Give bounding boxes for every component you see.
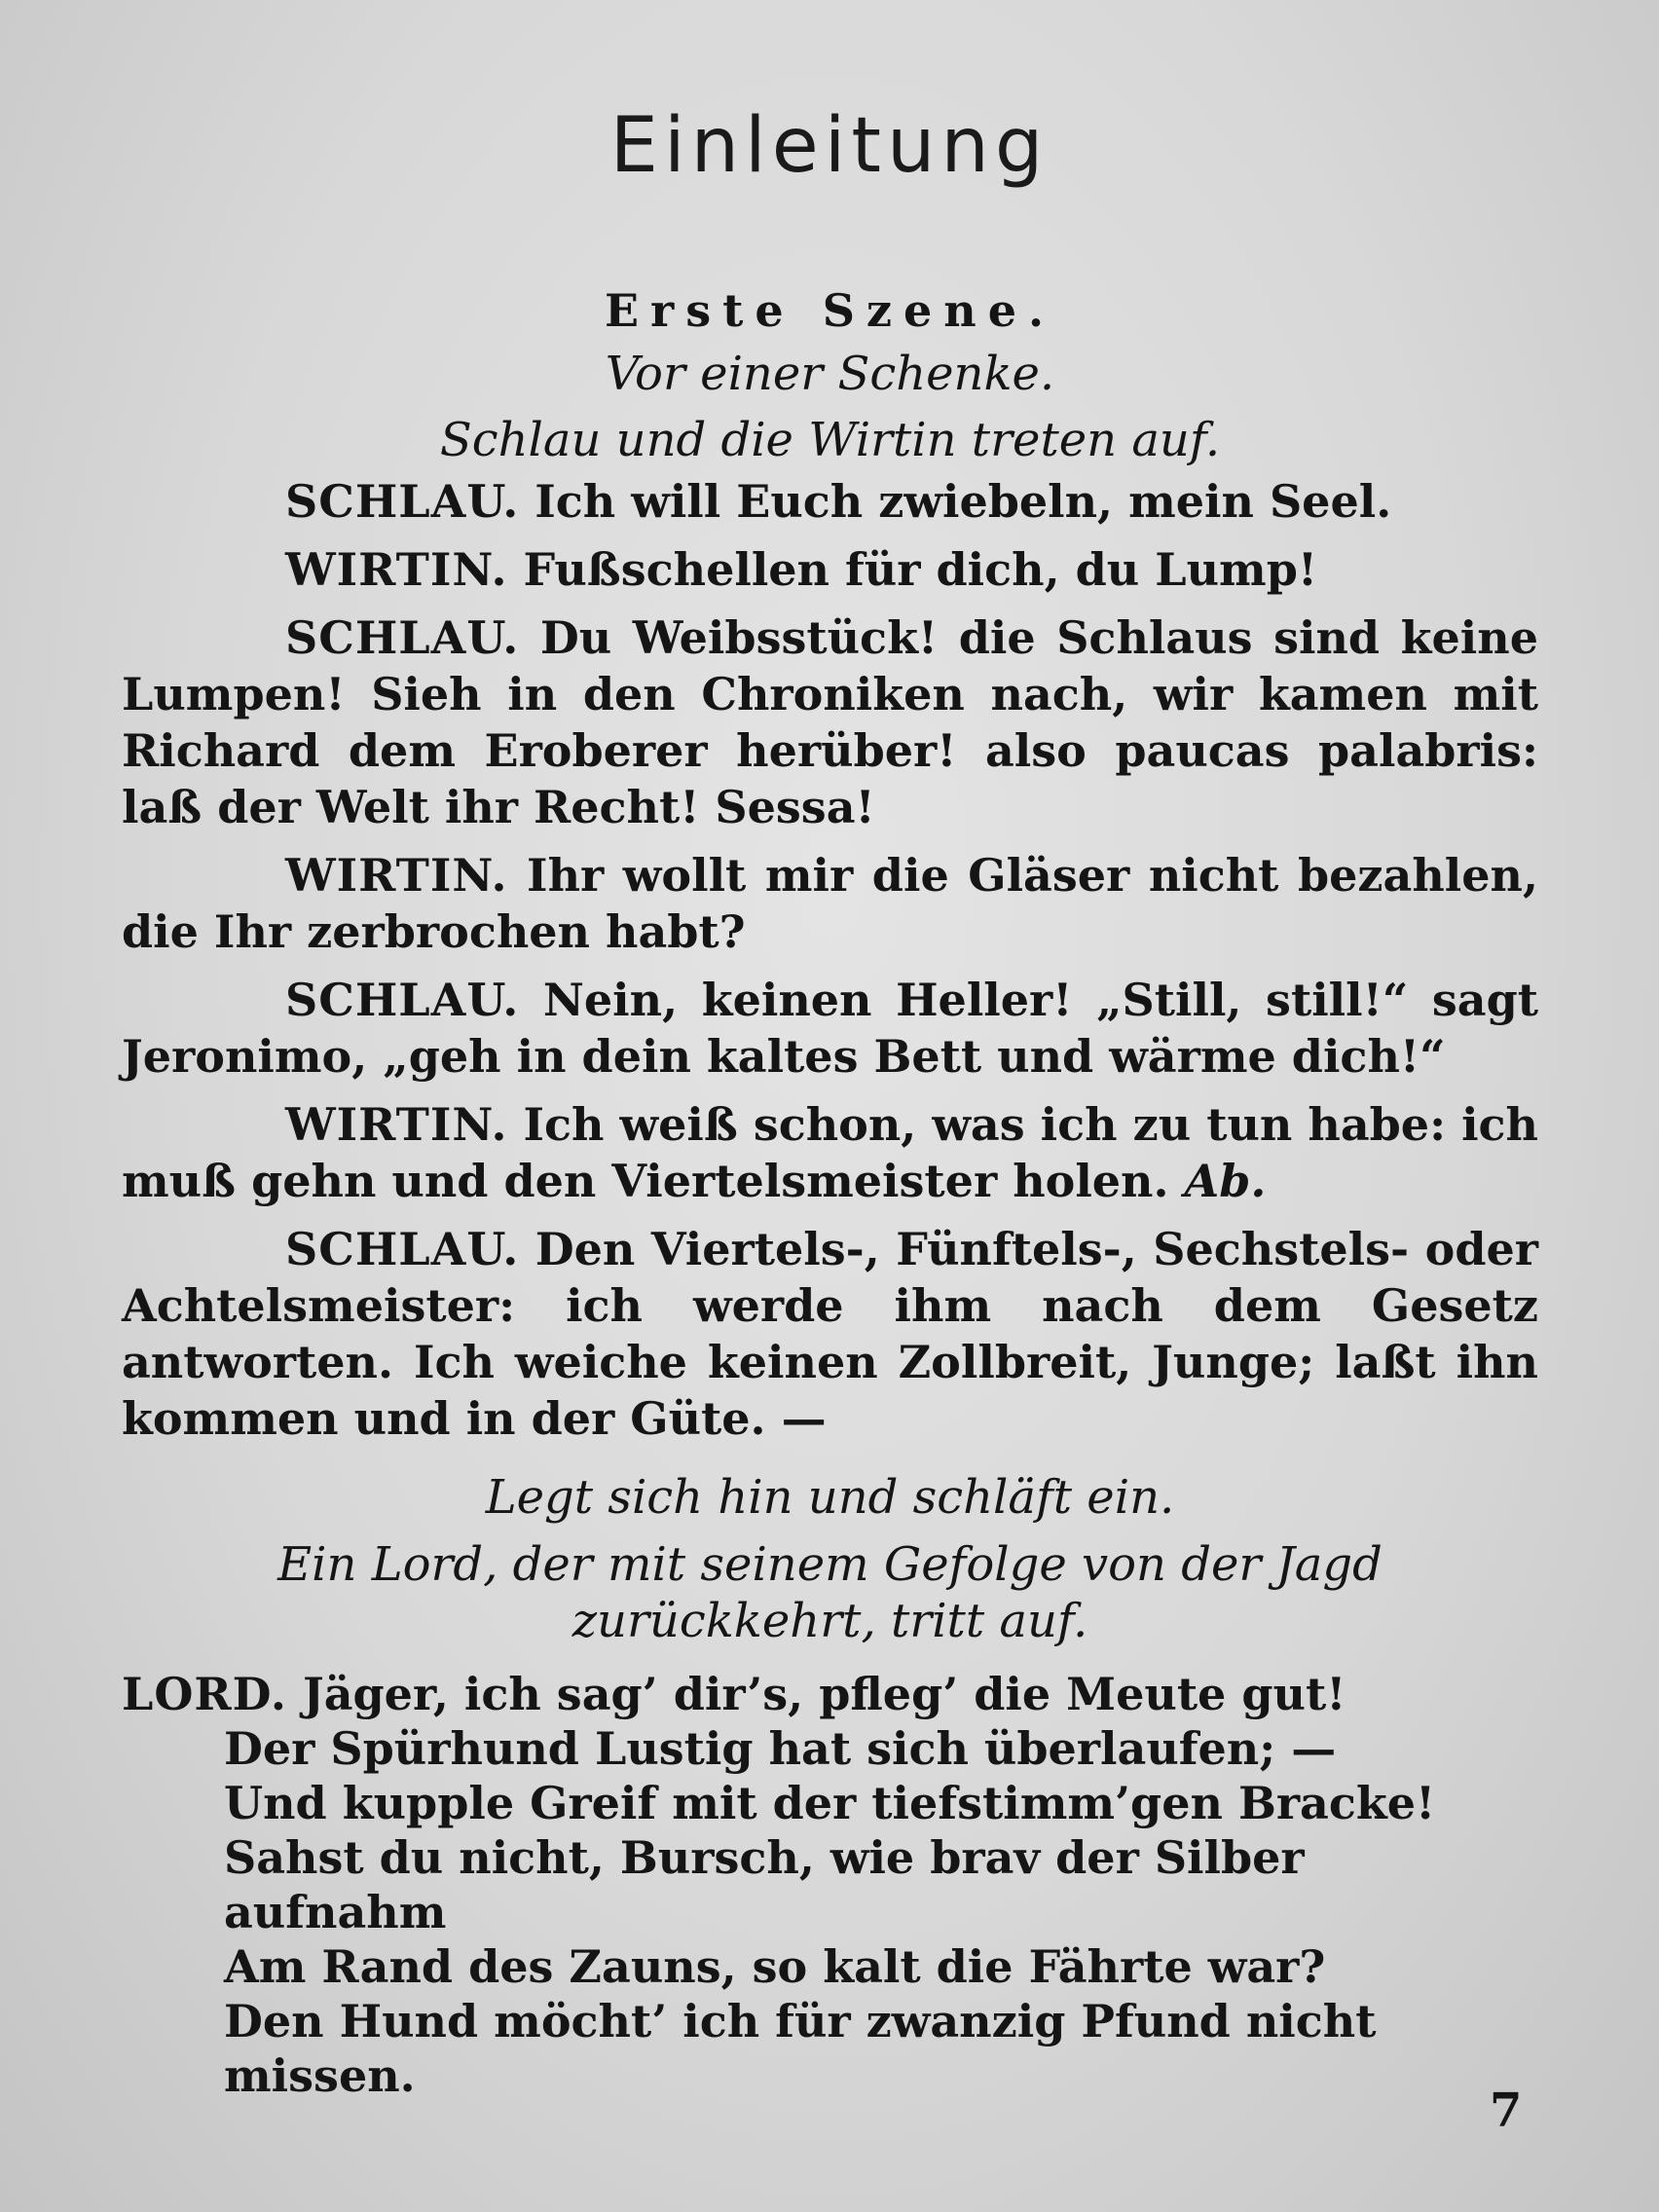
speech-2: [122, 541, 1538, 598]
speech-5: [122, 972, 1538, 1085]
speech-text: Ich weiß schon, was ich zu tun habe: ich muß gehn und den Viertelsmeister holen.: [122, 1098, 1539, 1207]
speech-3: [122, 609, 1538, 835]
exit-direction: Ab.: [1184, 1155, 1267, 1207]
speaker-name: SCHLAU.: [285, 475, 520, 528]
speech-text: Nein, keinen Heller! „Still, still!“ sagt Jeronimo, „geh in dein kaltes Bett und wärme dich!“: [122, 974, 1539, 1083]
speaker-name: WIRTIN.: [285, 543, 508, 596]
stage-direction-lord-enters: Ein Lord, der mit seinem Gefolge von der Jagd zurückkehrt, tritt auf.: [277, 1537, 1382, 1648]
speech-4: [122, 847, 1538, 960]
verse-line: Am Rand des Zauns, so kalt die Fährte war?: [224, 1940, 1326, 1993]
speech-6: [122, 1096, 1538, 1209]
speech-7: [122, 1221, 1538, 1447]
speaker-name: LORD.: [122, 1668, 287, 1720]
speech-text: Ich will Euch zwiebeln, mein Seel.: [535, 475, 1392, 528]
verse-line: Jäger, ich sag’ dir’s, pfleg’ die Meute gut!: [302, 1668, 1346, 1720]
text-body: [122, 280, 1538, 2103]
page-title: Einleitung: [609, 102, 1050, 190]
speech-1: [122, 473, 1538, 530]
verse-line: Der Spürhund Lustig hat sich überlaufen; —: [224, 1722, 1337, 1775]
speaker-name: SCHLAU.: [285, 1223, 520, 1275]
scene-heading: Erste Szene.: [604, 284, 1056, 337]
speech-text: Ihr wollt mir die Gläser nicht bezahlen, die Ihr zerbrochen habt?: [122, 849, 1539, 958]
lord-speech-first-line: [122, 1667, 1538, 1721]
verse-line: Den Hund möcht’ ich für zwanzig Pfund nicht missen.: [224, 1995, 1377, 2102]
page-number: 7: [1490, 2083, 1523, 2138]
speaker-name: SCHLAU.: [285, 611, 520, 664]
speaker-name: SCHLAU.: [285, 974, 520, 1026]
speaker-name: WIRTIN.: [285, 1098, 508, 1151]
verse-line: Sahst du nicht, Bursch, wie brav der Silber aufnahm: [224, 1831, 1305, 1938]
setting-direction: Vor einer Schenke.: [605, 347, 1055, 401]
stage-direction-sleep: Legt sich hin und schläft ein.: [485, 1470, 1175, 1525]
verse-line: Und kupple Greif mit der tiefstimm’gen Bracke!: [224, 1777, 1436, 1829]
speech-text: Fußschellen für dich, du Lump!: [523, 543, 1318, 596]
speech-text: Du Weibsstück! die Schlaus sind keine Lumpen! Sieh in den Chroniken nach, wir kamen mit Richard dem Eroberer herüber! also paucas palabris: laß der Welt ihr Recht! Sessa!: [122, 611, 1538, 833]
speaker-name: WIRTIN.: [285, 849, 508, 902]
entrance-direction: Schlau und die Wirtin treten auf.: [439, 413, 1221, 467]
speech-text: Den Viertels-, Fünftels-, Sechstels- oder Achtelsmeister: ich werde ihm nach dem Gesetz antworten. Ich weiche keinen Zollbreit, Junge; laßt ihn kommen und in der Güte. —: [122, 1223, 1538, 1445]
